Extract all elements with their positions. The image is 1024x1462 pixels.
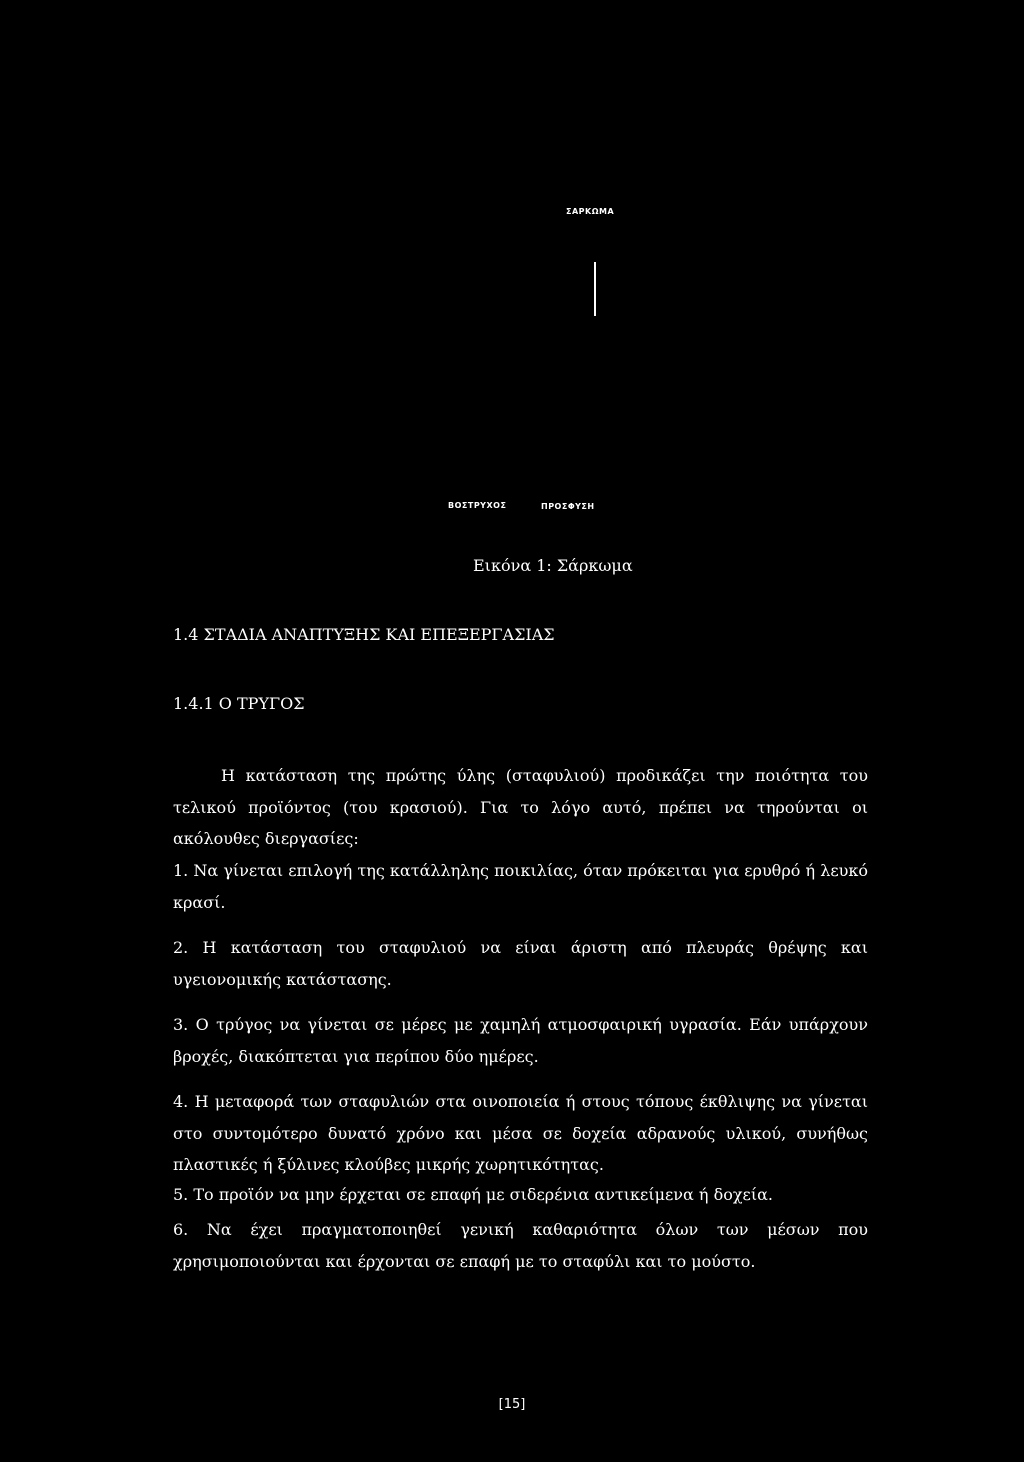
section-heading: 1.4 ΣΤΑΔΙΑ ΑΝΑΠΤΥΞΗΣ ΚΑΙ ΕΠΕΞΕΡΓΑΣΙΑΣ	[173, 625, 555, 644]
list-item-3: 3. Ο τρύγος να γίνεται σε μέρες με χαμηλή ατμοσφαιρική υγρασία. Εάν υπάρχουν βροχές, διακόπτεται για περίπου δύο ημέρες.	[173, 1015, 868, 1066]
figure-caption: Εικόνα 1: Σάρκωμα	[473, 556, 633, 575]
list-item-1: 1. Να γίνεται επιλογή της κατάλληλης ποικιλίας, όταν πρόκειται για ερυθρό ή λευκό κρασί.	[173, 861, 868, 912]
list-item-2: 2. Η κατάσταση του σταφυλιού να είναι άριστη από πλευράς θρέψης και υγειονομικής κατάστασης.	[173, 938, 868, 989]
figure-pointer-line	[594, 262, 596, 316]
figure-label-sarkoma: ΣΑΡΚΩΜΑ	[566, 207, 615, 216]
subsection-heading: 1.4.1 Ο ΤΡΥΓΟΣ	[173, 694, 305, 713]
list-item-6: 6. Να έχει πραγματοποιηθεί γενική καθαριότητα όλων των μέσων που χρησιμοποιούνται και έρχονται σε επαφή με το σταφύλι και το μούστο.	[173, 1220, 868, 1271]
intro-paragraph: Η κατάσταση της πρώτης ύλης (σταφυλιού) προδικάζει την ποιότητα του τελικού προϊόντος (του κρασιού). Για το λόγο αυτό, πρέπει να τηρούνται οι ακόλουθες διεργασίες:	[173, 766, 868, 848]
figure-label-bostrychos: ΒΟΣΤΡΥΧΟΣ	[448, 501, 507, 510]
list-item-5: 5. Το προϊόν να μην έρχεται σε επαφή με σιδερένια αντικείμενα ή δοχεία.	[173, 1185, 773, 1204]
figure-label-prosfysi: ΠΡΟΣΦΥΣΗ	[541, 502, 595, 511]
page-number: [15]	[498, 1397, 526, 1412]
list-item-4: 4. Η μεταφορά των σταφυλιών στα οινοποιεία ή στους τόπους έκθλιψης να γίνεται στο συντομότερο δυνατό χρόνο και μέσα σε δοχεία αδρανούς υλικού, συνήθως πλαστικές ή ξύλινες κλούβες μικρής χωρητικότητας.	[173, 1092, 868, 1174]
